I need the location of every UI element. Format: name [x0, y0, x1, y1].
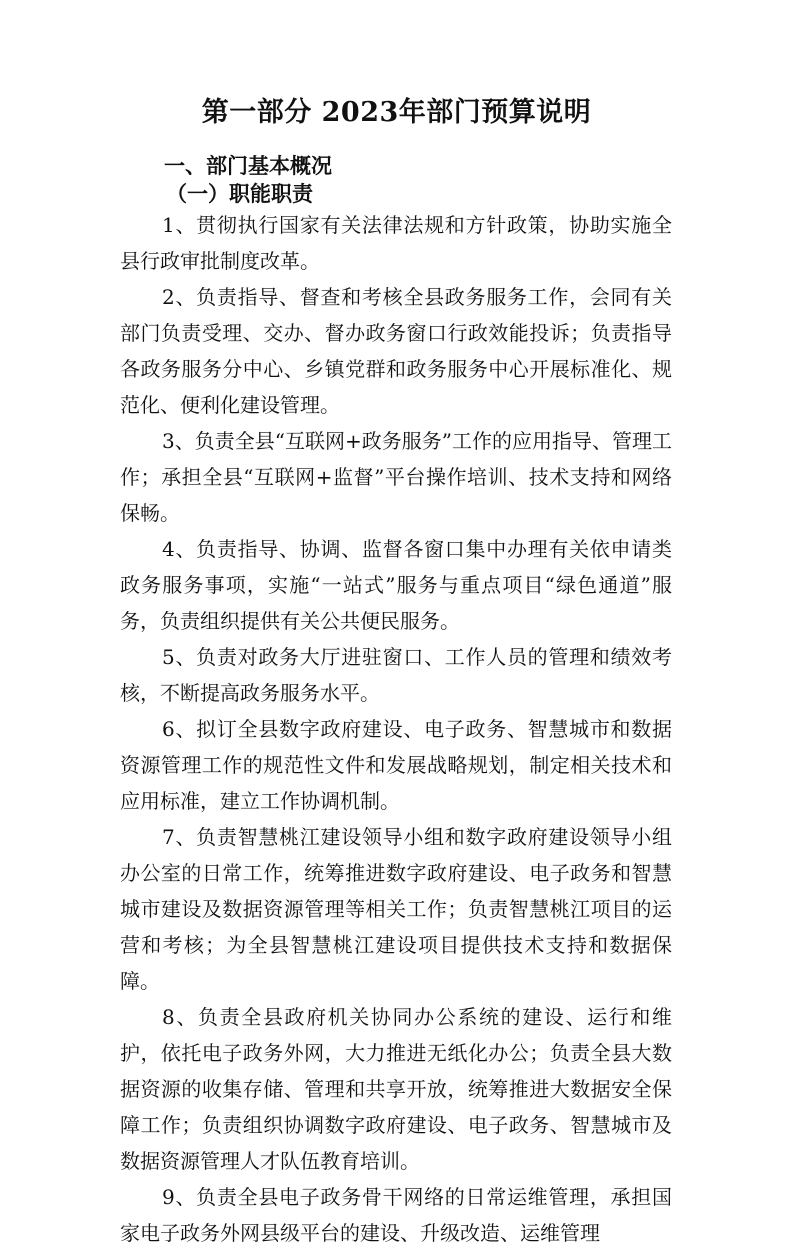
section-heading: 一、部门基本概况	[164, 153, 332, 178]
paragraph-5: 5、负责对政务大厅进驻窗口、工作人员的管理和绩效考核，不断提高政务服务水平。	[120, 645, 672, 705]
paragraph-7: 7、负责智慧桃江建设领导小组和数字政府建设领导小组办公室的日常工作，统筹推进数字政府建设、电子政务和智慧城市建设及数据资源管理等相关工作；负责智慧桃江项目的运营和考核；为全县智慧桃江建设项目提供技术支持和数据保障。	[120, 825, 672, 993]
page-title: 第一部分 2023年部门预算说明	[201, 97, 592, 128]
paragraph-9: 9、负责全县电子政务骨干网络的日常运维管理，承担国家电子政务外网县级平台的建设、升级改造、运维管理	[120, 1185, 672, 1245]
subsection-heading: （一）职能职责	[166, 181, 313, 206]
paragraph-6: 6、拟订全县数字政府建设、电子政务、智慧城市和数据资源管理工作的规范性文件和发展战略规划，制定相关技术和应用标准，建立工作协调机制。	[120, 717, 672, 813]
paragraph-4: 4、负责指导、协调、监督各窗口集中办理有关依申请类政务服务事项，实施“一站式”服务与重点项目“绿色通道”服务，负责组织提供有关公共便民服务。	[120, 537, 672, 633]
paragraph-1: 1、贯彻执行国家有关法律法规和方针政策，协助实施全县行政审批制度改革。	[120, 213, 672, 273]
body-text	[120, 207, 672, 1251]
paragraph-3: 3、负责全县“互联网+政务服务”工作的应用指导、管理工作；承担全县“互联网+监督”平台操作培训、技术支持和网络保畅。	[120, 429, 672, 525]
paragraph-8: 8、负责全县政府机关协同办公系统的建设、运行和维护，依托电子政务外网，大力推进无纸化办公；负责全县大数据资源的收集存储、管理和共享开放，统筹推进大数据安全保障工作；负责组织协调数字政府建设、电子政务、智慧城市及数据资源管理人才队伍教育培训。	[120, 1005, 672, 1173]
paragraph-2: 2、负责指导、督查和考核全县政务服务工作，会同有关部门负责受理、交办、督办政务窗口行政效能投诉；负责指导各政务服务分中心、乡镇党群和政务服务中心开展标准化、规范化、便利化建设管理。	[120, 285, 672, 417]
